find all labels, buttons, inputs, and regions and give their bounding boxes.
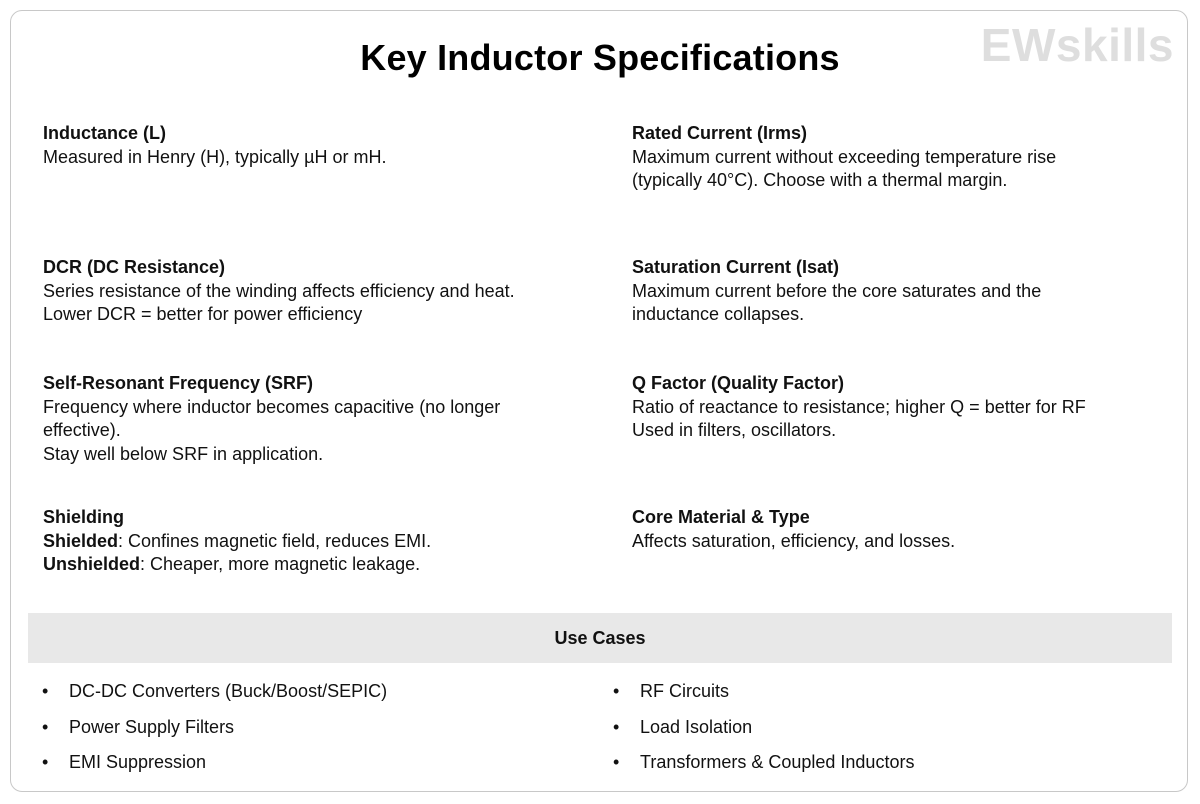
- use-case-label: Power Supply Filters: [69, 717, 235, 737]
- use-case-label: Transformers & Coupled Inductors: [640, 752, 915, 772]
- spec-line: Measured in Henry (H), typically µH or mH.: [43, 146, 387, 167]
- bullet-icon: •: [42, 681, 49, 701]
- use-case-item: [613, 716, 752, 738]
- spec-line: Stay well below SRF in application.: [43, 443, 324, 464]
- unshielded-label: Unshielded: [43, 554, 141, 574]
- logo-text-skills: skills: [1055, 19, 1174, 71]
- spec-heading: Core Material & Type: [632, 507, 810, 527]
- use-case-item: [613, 680, 729, 702]
- use-case-item: [42, 716, 234, 738]
- use-case-item: [42, 680, 387, 702]
- use-case-label: EMI Suppression: [69, 752, 207, 772]
- bullet-icon: •: [42, 752, 49, 772]
- spec-heading: Saturation Current (Isat): [632, 257, 840, 277]
- spec-inductance: [43, 122, 603, 169]
- spec-rated-current: [632, 122, 1172, 193]
- unshielded-text: : Cheaper, more magnetic leakage.: [140, 554, 421, 574]
- spec-heading: Rated Current (Irms): [632, 123, 808, 143]
- spec-srf: [43, 372, 603, 466]
- spec-line-shielded: [43, 530, 603, 554]
- spec-line: inductance collapses.: [632, 304, 805, 324]
- bullet-icon: •: [613, 681, 620, 701]
- spec-line: Maximum current before the core saturates and the: [632, 280, 1042, 301]
- shielded-text: : Confines magnetic field, reduces EMI.: [118, 530, 432, 551]
- use-case-item: [42, 751, 206, 773]
- spec-line: Frequency where inductor becomes capacitive (no longer: [43, 396, 501, 417]
- use-case-item: [613, 751, 914, 773]
- spec-line-unshielded: [43, 553, 603, 577]
- shielded-label: Shielded: [43, 530, 119, 551]
- spec-line: Affects saturation, efficiency, and losses.: [632, 530, 956, 551]
- spec-core-material: [632, 506, 1172, 553]
- spec-heading: Self-Resonant Frequency (SRF): [43, 373, 314, 393]
- spec-line: Lower DCR = better for power efficiency: [43, 304, 363, 324]
- bullet-icon: •: [613, 752, 620, 772]
- spec-line: Series resistance of the winding affects efficiency and heat.: [43, 280, 515, 301]
- spec-line: effective).: [43, 420, 121, 440]
- use-cases-title: Use Cases: [554, 628, 646, 648]
- spec-line: Used in filters, oscillators.: [632, 420, 837, 440]
- spec-q-factor: [632, 372, 1172, 443]
- spec-line: (typically 40°C). Choose with a thermal margin.: [632, 170, 1008, 190]
- bullet-icon: •: [613, 717, 620, 737]
- spec-line: Maximum current without exceeding temperature rise: [632, 146, 1057, 167]
- spec-heading: Q Factor (Quality Factor): [632, 373, 845, 393]
- spec-line: Ratio of reactance to resistance; higher Q = better for RF: [632, 396, 1086, 417]
- spec-shielding: [43, 506, 603, 577]
- use-case-label: RF Circuits: [640, 681, 729, 701]
- logo-text-ew: EW: [980, 19, 1056, 71]
- use-case-label: Load Isolation: [640, 717, 753, 737]
- spec-saturation-current: [632, 256, 1172, 327]
- ewskills-logo: [981, 18, 1174, 72]
- spec-heading: DCR (DC Resistance): [43, 257, 226, 277]
- spec-heading: Shielding: [43, 507, 124, 527]
- page-title: Key Inductor Specifications: [360, 37, 840, 78]
- spec-heading: Inductance (L): [43, 123, 167, 143]
- use-case-label: DC-DC Converters (Buck/Boost/SEPIC): [69, 681, 388, 701]
- spec-dcr: [43, 256, 603, 327]
- bullet-icon: •: [42, 717, 49, 737]
